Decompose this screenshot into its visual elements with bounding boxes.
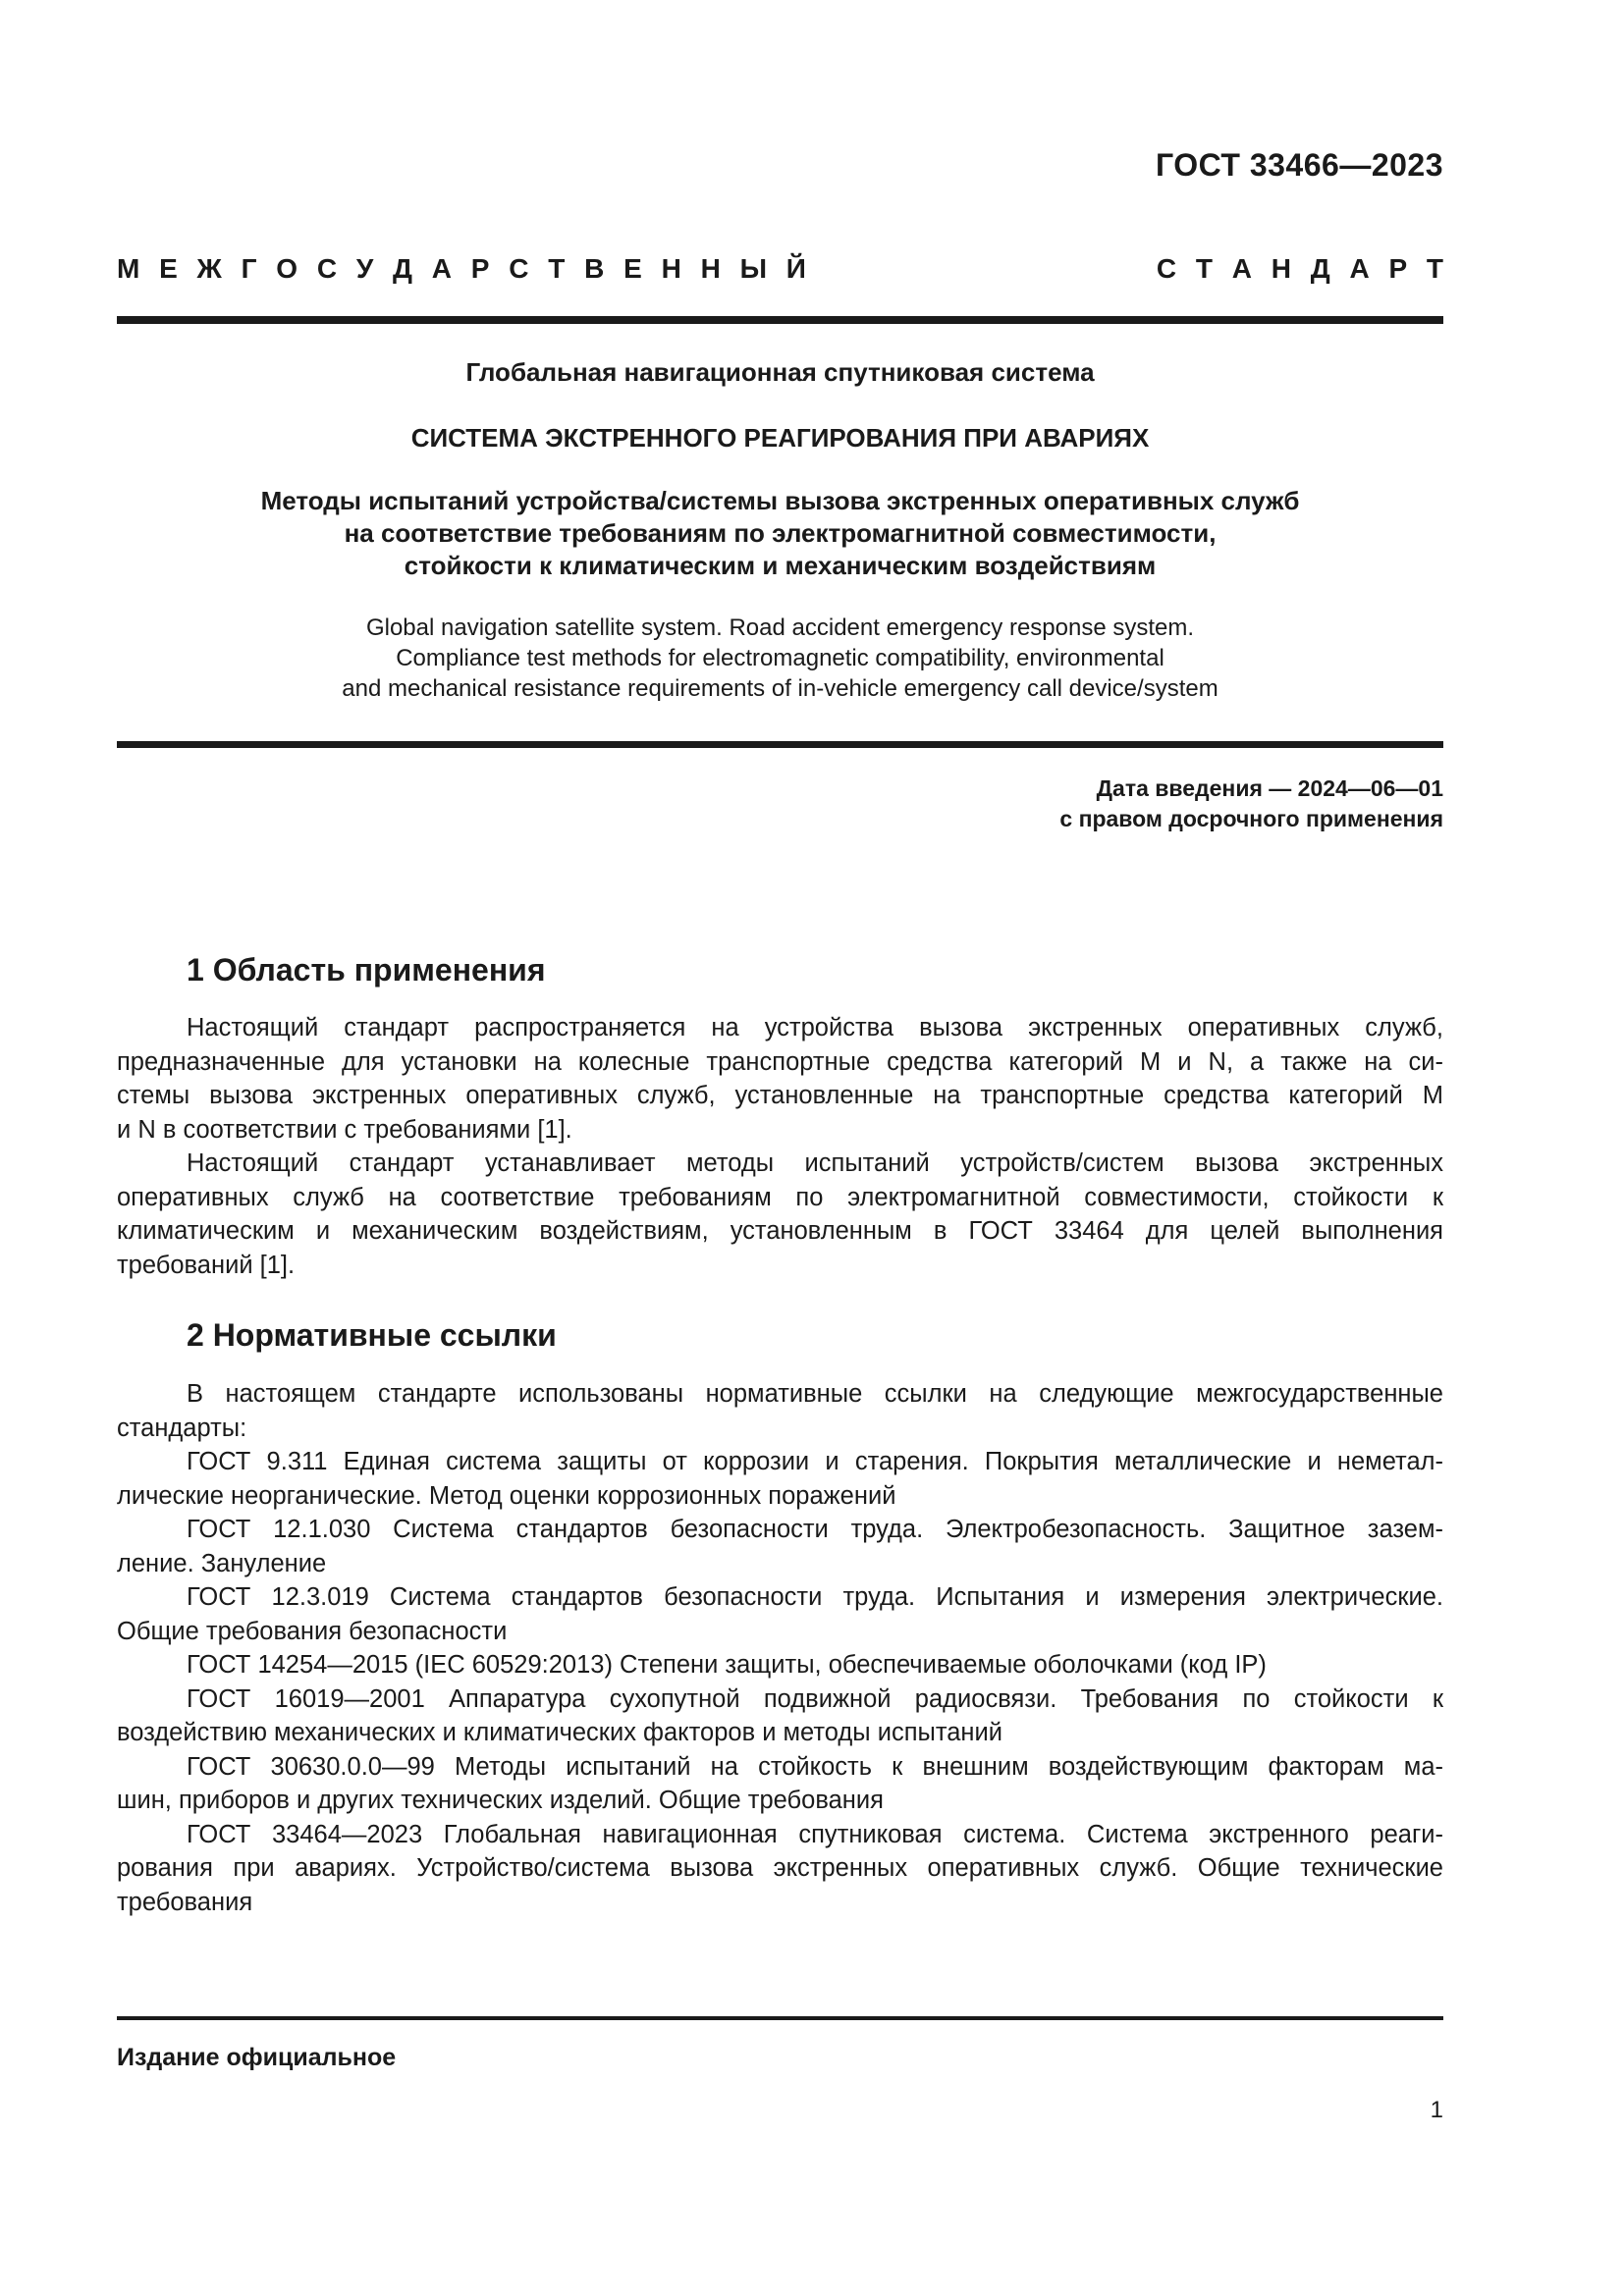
- standard-type-word-standard: С Т А Н Д А Р Т: [1156, 253, 1443, 284]
- english-title-line: Compliance test methods for electromagnetic compatibility, environmental: [396, 645, 1164, 671]
- reference-line: ГОСТ 16019—2001 Аппаратура сухопутной подвижной радиосвязи. Требования по стойкости к: [187, 1684, 1443, 1713]
- introduction-date: [1059, 774, 1443, 834]
- reference-line: требования: [117, 1888, 253, 1916]
- subtitle-line: стойкости к климатическим и механическим воздействиям: [404, 551, 1157, 580]
- official-edition-label: Издание официальное: [117, 2044, 397, 2071]
- document-subtitle: [117, 485, 1443, 582]
- paragraph-line: В настоящем стандарте использованы нормативные ссылки на следующие межгосударственные: [187, 1380, 1443, 1408]
- paragraph-line: Настоящий стандарт устанавливает методы испытаний устройств/систем вызова экстренных: [187, 1149, 1443, 1177]
- standard-type-word-interstate: М Е Ж Г О С У Д А Р С Т В Е Н Н Ы Й: [117, 253, 806, 284]
- reference-line: ГОСТ 14254—2015 (IEC 60529:2013) Степени защиты, обеспечиваемые оболочками (код IP): [187, 1651, 1267, 1679]
- english-title-line: Global navigation satellite system. Road accident emergency response system.: [365, 614, 1195, 641]
- paragraph-line: и N в соответствии с требованиями [1].: [117, 1115, 572, 1144]
- subtitle-line: на соответствие требованиям по электромагнитной совместимости,: [344, 518, 1217, 548]
- reference-line: ГОСТ 12.3.019 Система стандартов безопасности труда. Испытания и измерения электрические.: [187, 1583, 1443, 1611]
- section-heading-scope: 1 Область применения: [187, 952, 546, 988]
- document-title: СИСТЕМА ЭКСТРЕННОГО РЕАГИРОВАНИЯ ПРИ АВАРИЯХ: [410, 423, 1150, 453]
- section-body-normative-references: [117, 1377, 1443, 1919]
- reference-line: ГОСТ 12.1.030 Система стандартов безопасности труда. Электробезопасность. Защитное зазем-: [187, 1516, 1443, 1543]
- section-body-scope: [117, 1011, 1443, 1282]
- system-name: Глобальная навигационная спутниковая система: [465, 357, 1095, 387]
- reference-line: ление. Зануление: [117, 1549, 327, 1577]
- reference-line: шин, приборов и других технических изделий. Общие требования: [117, 1787, 884, 1814]
- paragraph-line: требований [1].: [117, 1251, 296, 1279]
- title-divider: [117, 741, 1443, 748]
- paragraph-line: оперативных служб на соответствие требованиям по электромагнитной совместимости, стойкости к: [117, 1183, 1443, 1211]
- paragraph-line: климатическим и механическим воздействиям, установленным в ГОСТ 33464 для целей выполнения: [117, 1217, 1443, 1245]
- reference-line: воздействию механических и климатических факторов и методы испытаний: [117, 1719, 1002, 1746]
- section-heading-normative-references: 2 Нормативные ссылки: [187, 1317, 557, 1353]
- standard-type-banner: [117, 253, 1443, 285]
- paragraph-line: предназначенные для установки на колесные транспортные средства категорий М и N, а также на си-: [117, 1047, 1443, 1076]
- subtitle-line: Методы испытаний устройства/системы вызова экстренных оперативных служб: [260, 486, 1300, 515]
- document-number: ГОСТ 33466—2023: [1155, 147, 1443, 183]
- top-divider: [117, 316, 1443, 324]
- reference-line: ГОСТ 33464—2023 Глобальная навигационная спутниковая система. Система экстренного реаги-: [187, 1820, 1443, 1848]
- reference-line: ГОСТ 9.311 Единая система защиты от коррозии и старения. Покрытия металлические и неметал-: [187, 1448, 1443, 1475]
- reference-line: рования при авариях. Устройство/система вызова экстренных оперативных служб. Общие технические: [117, 1854, 1443, 1882]
- english-title-line: and mechanical resistance requirements of in-vehicle emergency call device/system: [342, 675, 1218, 702]
- paragraph-line: стемы вызова экстренных оперативных служб, установленные на транспортные средства категорий М: [117, 1082, 1443, 1109]
- introduction-date-line: Дата введения — 2024—06—01: [1096, 775, 1443, 801]
- page-number: 1: [1430, 2097, 1443, 2123]
- paragraph-line: Настоящий стандарт распространяется на устройства вызова экстренных оперативных служб,: [187, 1014, 1443, 1041]
- english-title: [117, 613, 1443, 704]
- early-application-note: с правом досрочного применения: [1059, 806, 1443, 831]
- paragraph-line: стандарты:: [117, 1414, 247, 1442]
- reference-line: лические неорганические. Метод оценки коррозионных поражений: [117, 1481, 896, 1510]
- reference-line: Общие требования безопасности: [117, 1617, 508, 1645]
- footer-divider: [117, 2016, 1443, 2020]
- reference-line: ГОСТ 30630.0.0—99 Методы испытаний на стойкость к внешним воздействующим факторам ма-: [187, 1752, 1443, 1781]
